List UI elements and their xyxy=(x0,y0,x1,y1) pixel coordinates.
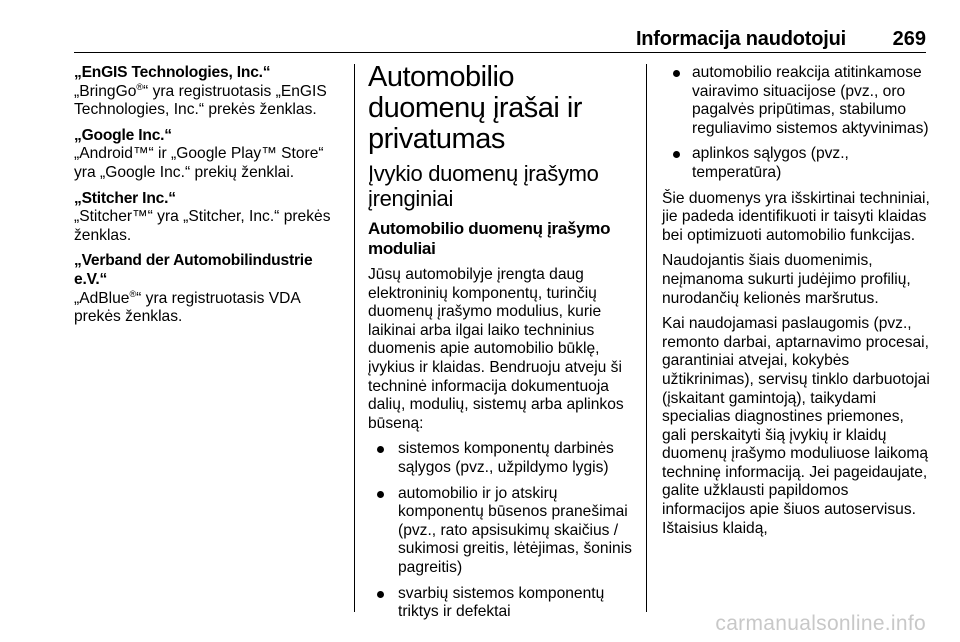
bullet-icon xyxy=(673,151,680,158)
trademark-entry xyxy=(74,190,346,246)
bullet-list xyxy=(662,64,932,183)
bullet-icon xyxy=(673,70,680,77)
trademark-entry xyxy=(74,252,346,326)
column-divider xyxy=(354,64,355,612)
column-divider xyxy=(646,64,647,612)
column-data-recorders xyxy=(368,61,638,629)
page-header xyxy=(74,28,926,53)
trademark-text: „Stitcher™“ yra „Stitcher, Inc.“ prekės ženklas. xyxy=(74,208,331,244)
trademark-title: „EnGIS Technologies, Inc.“ xyxy=(74,64,271,81)
bullet-icon xyxy=(377,491,384,498)
registered-mark: ® xyxy=(136,81,144,92)
trademark-text: „BringGo®“ yra registruotasis „EnGIS Technologies, Inc.“ prekės ženklas. xyxy=(74,81,327,119)
column-continued xyxy=(662,64,932,545)
paragraph: Kai naudojamasi paslaugomis (pvz., remonto darbai, aptarnavimo procesai, garantiniai atvejai, kokybės užtikrinimas), servisų tinklo darbuotojai (įskaitant gamintoją), taikydami specialias diagnostines priemones, gali perskaityti šią įvykių ir klaidų duomenų įrašymo moduliuose laikomą techninę informaciją. Jei pageidaujate, galite užklausti papildomos informacijos apie šiuos autoservisus. Ištaisius klaidą, xyxy=(662,315,930,537)
intro-paragraph: Jūsų automobilyje įrengta daug elektroninių komponentų, turinčių duomenų įrašymo modulius, kurie laikinai arba ilgai laiko techninius duomenis apie automobilio būklę, įvykius ir klaidas. Bendruoju atveju ši techninė informacija dokumentuoja dalių, modulių, sistemų arba aplinkos būseną: xyxy=(368,266,624,432)
trademark-entry xyxy=(74,127,346,183)
trademark-title: „Google Inc.“ xyxy=(74,126,172,144)
topic-heading: Automobilio duomenų įrašymo moduliai xyxy=(368,219,611,258)
section-heading: Automobilio duomenų įrašai ir privatumas xyxy=(368,61,582,155)
trademark-title: „Verband der Automobilindustrie e.V.“ xyxy=(74,252,313,288)
list-item: svarbių sistemos komponentų triktys ir defektai xyxy=(368,585,638,622)
list-item: aplinkos sąlygos (pvz., temperatūra) xyxy=(662,145,932,182)
header-title: Informacija naudotojui xyxy=(635,28,846,50)
registered-mark: ® xyxy=(129,288,137,299)
paragraph: Šie duomenys yra išskirtinai techniniai, jie padeda identifikuoti ir taisyti klaidas bei optimizuoti automobilio funkcijas. xyxy=(662,189,930,244)
page-number: 269 xyxy=(892,28,926,50)
list-item: automobilio reakcija atitinkamose vairavimo situacijose (pvz., oro pagalvės pripūtimas, stabilumo reguliavimo sistemos aktyvinimas) xyxy=(662,64,932,138)
watermark: carmanualsonline.info xyxy=(715,612,926,635)
trademark-text: „AdBlue®“ yra registruotasis VDA prekės ženklas. xyxy=(74,288,300,326)
list-item: automobilio ir jo atskirų komponentų būsenos pranešimai (pvz., rato apsisukimų skaičius / sukimosi greitis, lėtėjimas, šoninis pagreitis) xyxy=(368,485,638,578)
bullet-icon xyxy=(377,446,384,453)
column-trademarks xyxy=(74,64,346,334)
list-item: sistemos komponentų darbinės sąlygos (pvz., užpildymo lygis) xyxy=(368,440,638,477)
paragraph: Naudojantis šiais duomenimis, neįmanoma sukurti judėjimo profilių, nurodančių kelionės maršrutus. xyxy=(662,252,911,307)
trademark-entry xyxy=(74,64,346,120)
trademark-title: „Stitcher Inc.“ xyxy=(74,189,176,207)
bullet-list xyxy=(368,440,638,621)
subsection-heading: Įvykio duomenų įrašymo įrenginiai xyxy=(368,161,599,211)
trademark-text: „Android™“ ir „Google Play™ Store“ yra „Google Inc.“ prekių ženklai. xyxy=(74,145,324,181)
bullet-icon xyxy=(377,591,384,598)
